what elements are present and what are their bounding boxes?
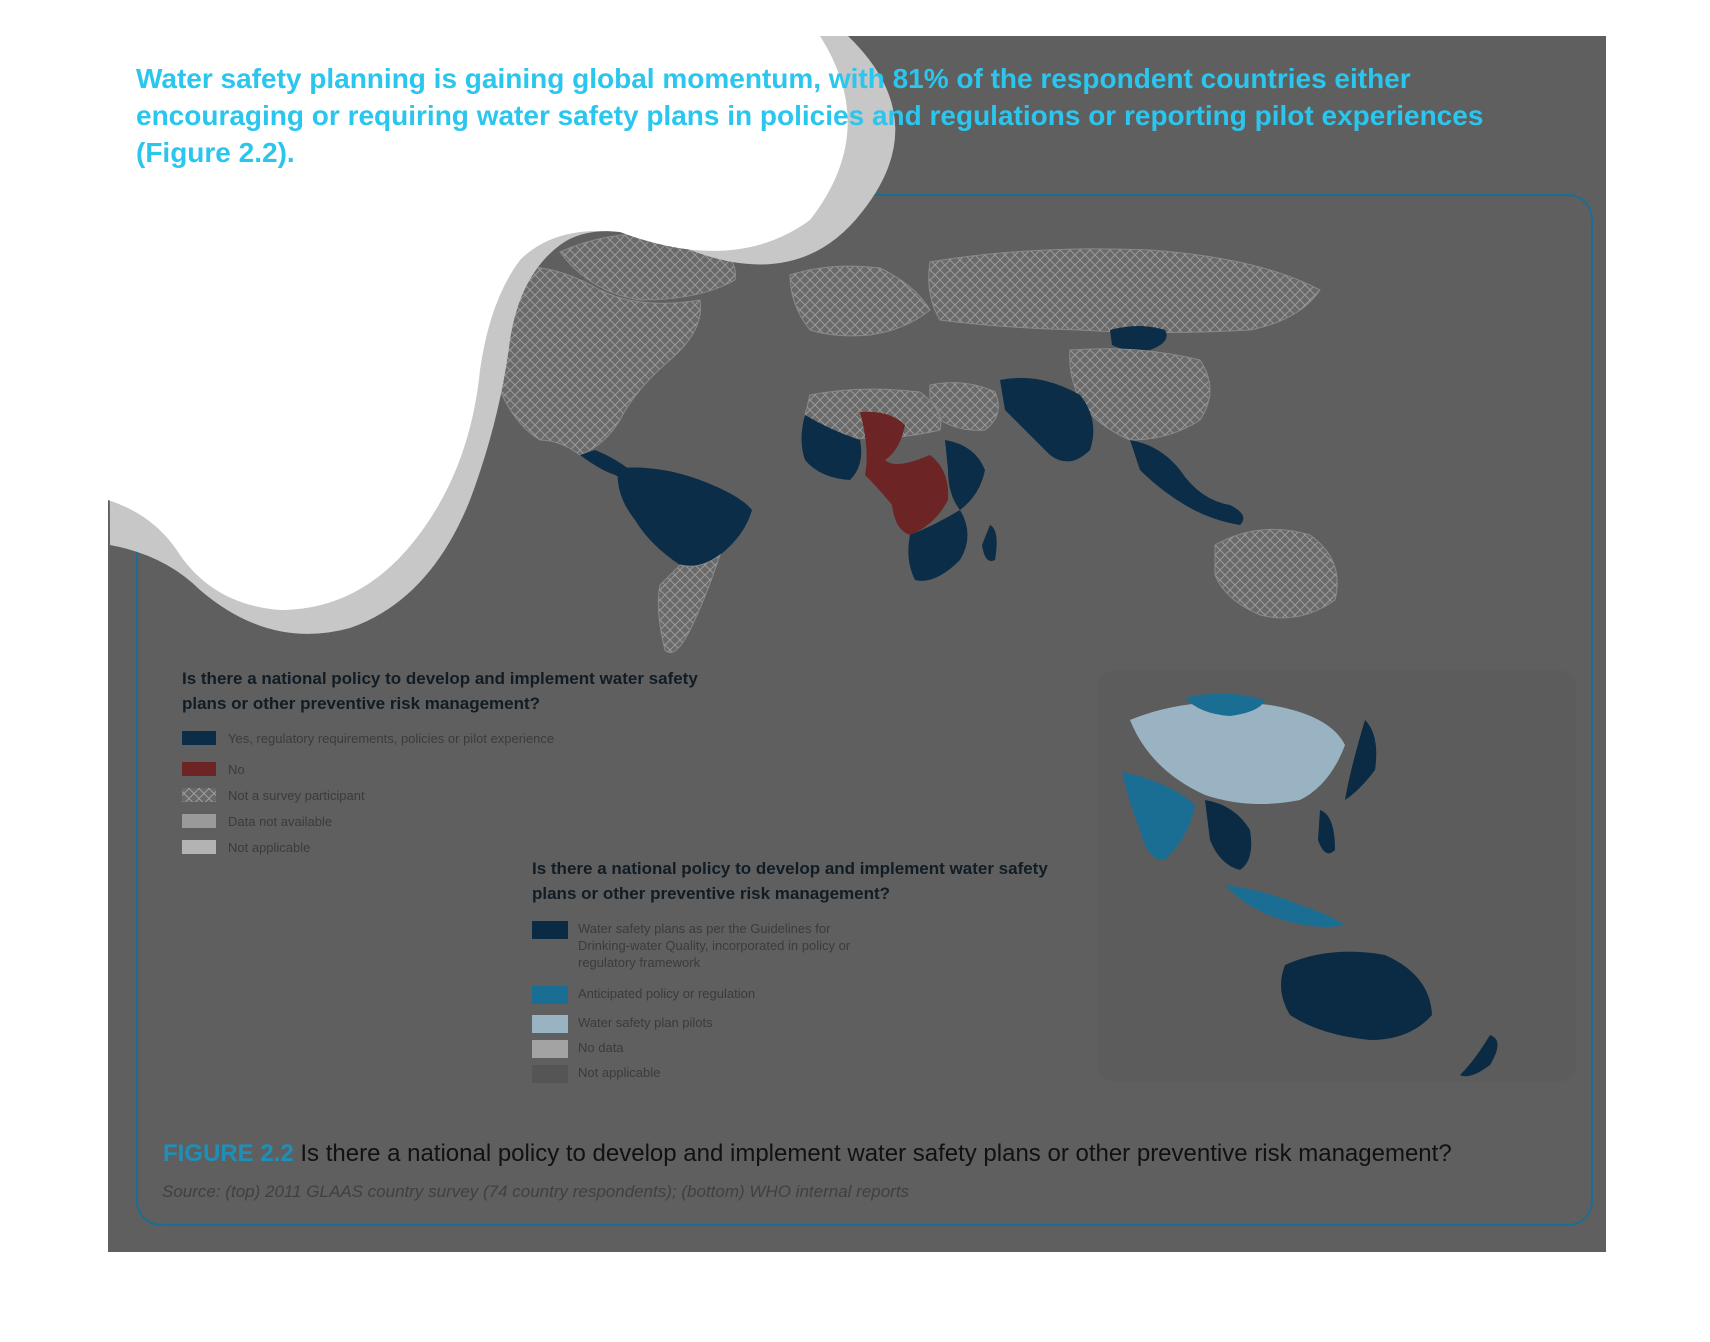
world-legend-label: No: [228, 762, 245, 777]
region-legend-label: Water safety plans as per the Guidelines for Drinking-water Quality, incorporated in policy or regulatory framework: [578, 921, 851, 970]
legend-swatch-not-participant: [182, 788, 216, 802]
figure-label: FIGURE 2.2: [163, 1140, 294, 1167]
legend-swatch-anticipated: [532, 986, 568, 1004]
legend-swatch-data-not-available: [182, 814, 216, 828]
region-legend-label: Water safety plan pilots: [578, 1015, 713, 1030]
region-legend-item: [532, 1014, 892, 1031]
region-map: [1098, 670, 1576, 1082]
legend-swatch-region-not-applicable: [532, 1065, 568, 1083]
world-legend: [182, 730, 642, 856]
legend-swatch-not-applicable: [182, 840, 216, 854]
region-legend: [532, 920, 892, 1081]
region-legend-label: No data: [578, 1040, 624, 1055]
region-legend-label: Anticipated policy or regulation: [578, 986, 756, 1001]
world-legend-item: [182, 730, 642, 747]
region-legend-item: [532, 1039, 892, 1056]
figure-caption: [163, 1138, 1452, 1170]
legend-swatch-no: [182, 762, 216, 776]
world-legend-title: Is there a national policy to develop and implement water safety plans or other preventive risk management?: [182, 669, 698, 713]
world-legend-item: [182, 813, 642, 830]
legend-swatch-wsp-policy: [532, 921, 568, 939]
region-legend-label: Not applicable: [578, 1065, 661, 1080]
figure-caption-text: Is there a national policy to develop and implement water safety plans or other preventive risk management?: [293, 1140, 1452, 1167]
legend-swatch-yes: [182, 731, 216, 745]
world-legend-item: [182, 787, 642, 804]
world-legend-label: Not applicable: [228, 840, 311, 855]
region-legend-item: [532, 920, 892, 971]
source-note: Source: (top) 2011 GLAAS country survey (74 country respondents); (bottom) WHO internal reports: [162, 1182, 910, 1201]
world-legend-item: [182, 839, 642, 856]
world-legend-label: Not a survey participant: [228, 788, 365, 803]
legend-swatch-no-data: [532, 1040, 568, 1058]
legend-swatch-pilots: [532, 1015, 568, 1033]
world-legend-label: Data not available: [228, 814, 333, 829]
headline: Water safety planning is gaining global momentum, with 81% of the respondent countries either encouraging or requiring water safety plans in policies and regulations or reporting pilot experiences (Figure 2.2).: [136, 63, 1484, 168]
region-legend-item: [532, 1064, 892, 1081]
region-legend-item: [532, 985, 892, 1002]
world-legend-label: Yes, regulatory requirements, policies or pilot experience: [228, 731, 555, 746]
region-legend-title: Is there a national policy to develop and implement water safety plans or other preventive risk management?: [532, 859, 1048, 903]
world-legend-item: [182, 761, 642, 778]
